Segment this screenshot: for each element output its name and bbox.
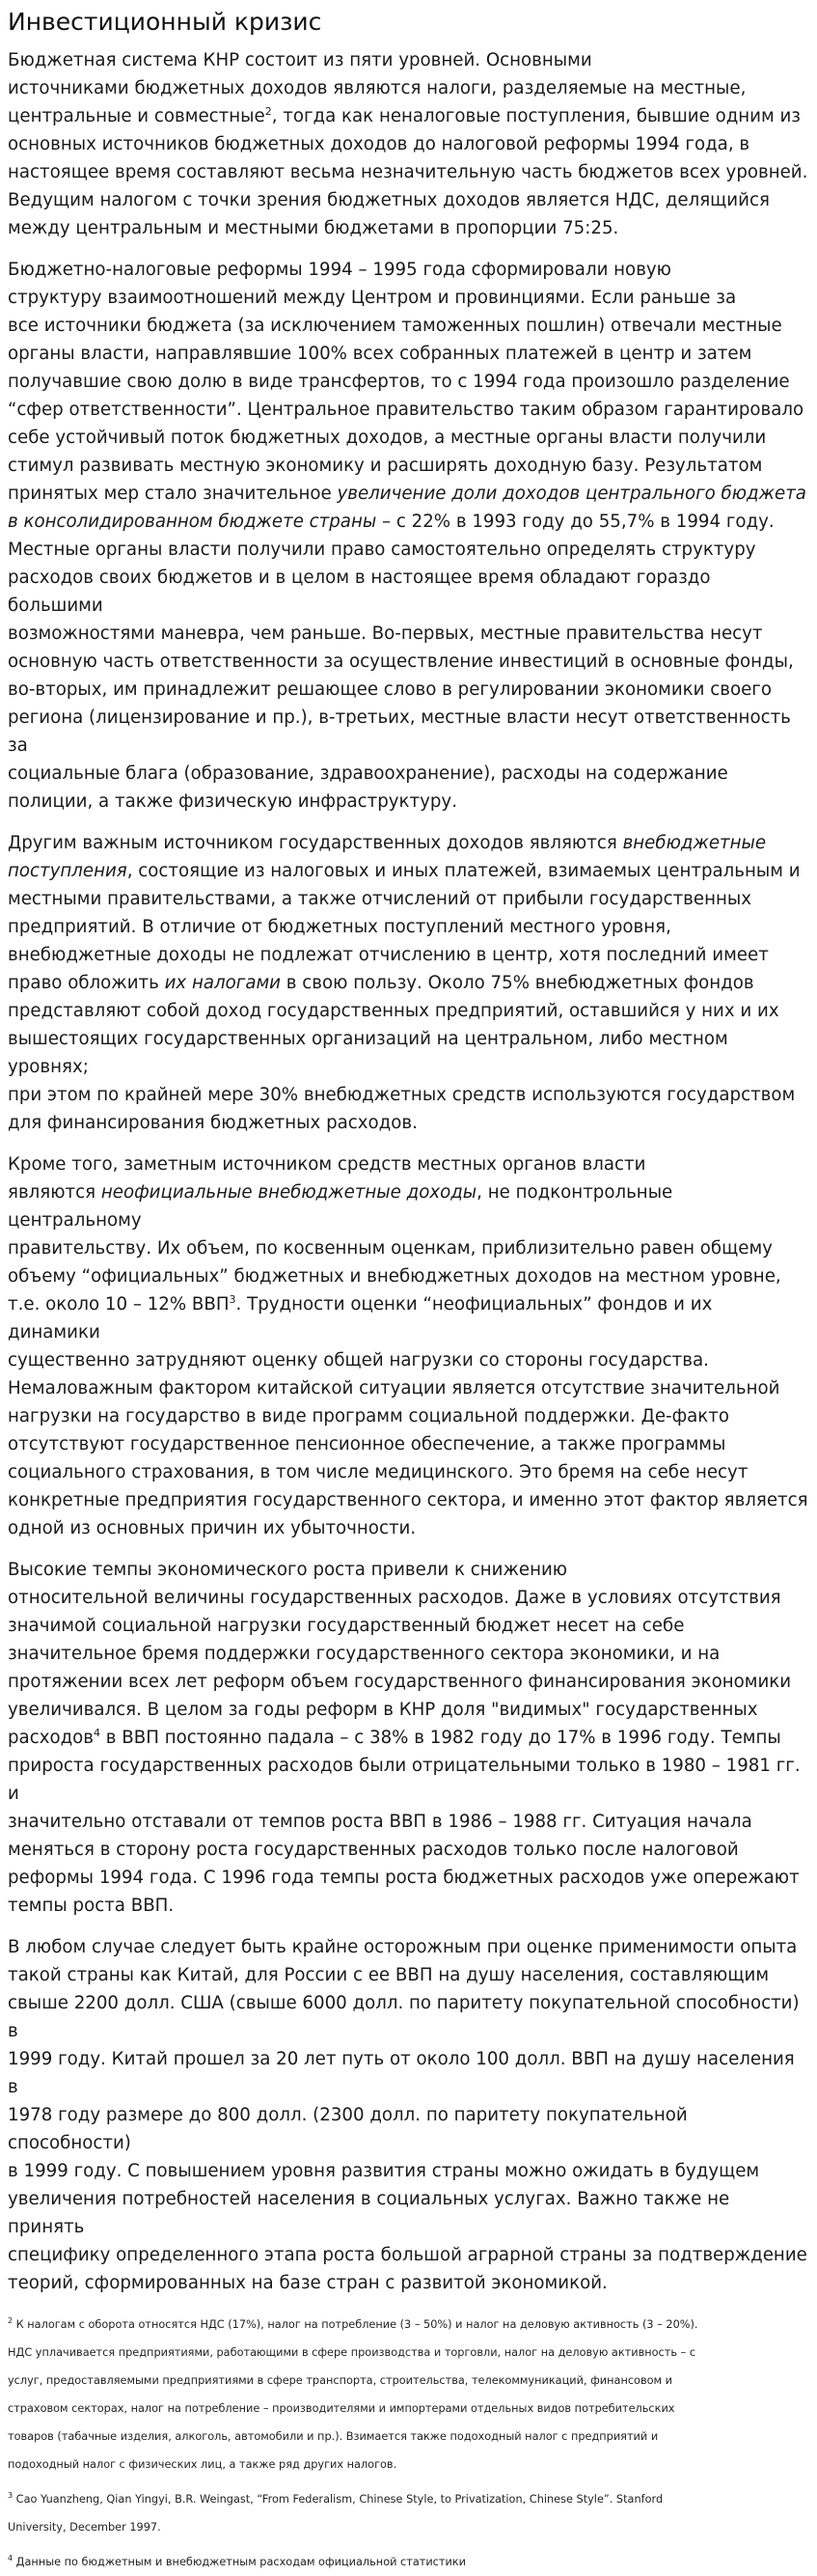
- footnote-ref: 3: [229, 1293, 236, 1306]
- emphasis: внебюджетные поступления: [8, 833, 767, 881]
- text-run: в свою пользу. Около 75% внебюджетных фондов представляют собой доход государственных предприятий, оставшийся у них и их вышестоящих государственных организаций на центральном, либо местном уровнях; при этом по крайней мере 30% внебюджетных средств используются государством для финансирования бюджетных расходов.: [8, 973, 796, 1133]
- article-body: [8, 46, 809, 2297]
- text-run: , тогда как неналоговые поступления, бывшие одним из основных источников бюджетных доходов до налоговой реформы 1994 года, в настоящее время составляют весьма незначительную часть бюджетов всех уровней. Ведущим налогом с точки зрения бюджетных доходов является НДС, делящийся между центральным и местными бюджетами в пропорции 75:25.: [8, 106, 808, 238]
- paragraph: [8, 46, 809, 242]
- text-run: Бюджетно-налоговые реформы 1994 – 1995 года сформировали новую структуру взаимоотношений между Центром и провинциями. Если раньше за все источники бюджета (за исключением таможенных пошлин) отвечали местные органы власти, направлявшие 100% всех собранных платежей в центр и затем получавшие свою долю в виде трансфертов, то с 1994 года произошло разделение “сфер ответственности”. Центральное правительство таким образом гарантировало себе устойчивый поток бюджетных доходов, а местные органы власти получили стимул развивать местную экономику и расширять доходную базу. Результатом принятых мер стало значительное: [8, 260, 804, 504]
- footnote-text: Cao Yuanzheng, Qian Yingyi, B.R. Weingast, “From Federalism, Chinese Style, to Privatization, Chinese Style”. Stanford University, December 1997.: [8, 2493, 664, 2534]
- text-run: В любом случае следует быть крайне осторожным при оценке применимости опыта такой страны как Китай, для России с ее ВВП на душу населения, составляющим свыше 2200 долл. США (свыше 6000 долл. по паритету покупательной способности) в 1999 году. Китай прошел за 20 лет путь от около 100 долл. ВВП на душу населения в 1978 году размере до 800 долл. (2300 долл. по паритету покупательной способности) в 1999 году. С повышением уровня развития страны можно ожидать в будущем увеличения потребностей населения в социальных услугах. Важно также не принять специфику определенного этапа роста большой аграрной страны за подтверждение теорий, сформированных на базе стран с развитой экономикой.: [8, 1937, 807, 2293]
- paragraph: [8, 256, 809, 816]
- text-run: – с 22% в 1993 году до 55,7% в 1994 году. Местные органы власти получили право самостоятельно определять структуру расходов своих бюджетов и в целом в настоящее время обладают гораздо большими возможностями маневра, чем раньше. Во-первых, местные правительства несут основную часть ответственности за осуществление инвестиций в основные фонды, во-вторых, им принадлежит решающее слово в регулировании экономики своего региона (лицензирование и пр.), в-третьих, местные власти несут ответственность за социальные блага (образование, здравоохранение), расходы на содержание полиции, а также физическую инфраструктуру.: [8, 512, 794, 812]
- text-run: в ВВП постоянно падала – с 38% в 1982 году до 17% в 1996 году. Темпы прироста государственных расходов были отрицательными только в 1980 – 1981 гг. и значительно отставали от темпов роста ВВП в 1986 – 1988 гг. Ситуация начала меняться в сторону роста государственных расходов только после налоговой реформы 1994 года. С 1996 года темпы роста бюджетных расходов уже опережают темпы роста ВВП.: [8, 1728, 801, 1916]
- footnote-ref: 2: [264, 105, 272, 118]
- text-run: , не подконтрольные центральному правительству. Их объем, по косвенным оценкам, приблизительно равен общему объему “официальных” бюджетных и внебюджетных доходов на местном уровне, т.е. около 10 – 12% ВВП: [8, 1182, 781, 1315]
- page-title: Инвестиционный кризис: [8, 8, 322, 36]
- footnote-marker: 4: [8, 2554, 14, 2562]
- text-run: Бюджетная система КНР состоит из пяти уровней. Основными источниками бюджетных доходов являются налоги, разделяемые на местные, центральные и совместные: [8, 50, 747, 126]
- text-run: Кроме того, заметным источником средств местных органов власти являются: [8, 1154, 646, 1203]
- text-run: , состоящие из налоговых и иных платежей, взимаемых центральным и местными правительствами, а также отчислений от прибыли государственных предприятий. В отличие от бюджетных поступлений местного уровня, внебюджетные доходы не подлежат отчислению в центр, хотя последний имеет право обложить: [8, 861, 801, 993]
- text-run: . Трудности оценки “неофициальных” фондов и их динамики существенно затрудняют оценку общей нагрузки со стороны государства. Немаловажным фактором китайской ситуации является отсутствие значительной нагрузки на государство в виде программ социальной поддержки. Де-факто отсутствуют государственное пенсионное обеспечение, а также программы социального страхования, в том числе медицинского. Это бремя на себе несут конкретные предприятия государственного сектора, и именно этот фактор является одной из основных причин их убыточности.: [8, 1294, 808, 1538]
- footnote: [8, 2548, 809, 2576]
- footnote-text: Данные по бюджетным и внебюджетным расходам официальной статистики: [13, 2556, 466, 2568]
- emphasis: увеличение доли доходов центрального бюджета в консолидированном бюджете страны: [8, 484, 806, 532]
- text-run: Высокие темпы экономического роста привели к снижению относительной величины государственных расходов. Даже в условиях отсутствия значимой социальной нагрузки государственный бюджет несет на себе значительное бремя поддержки государственного сектора экономики, и на протяжении всех лет реформ объем государственного финансирования экономики увеличивался. В целом за годы реформ в КНР доля "видимых" государственных расходов: [8, 1560, 792, 1748]
- text-run: Другим важным источником государственных доходов являются: [8, 833, 623, 853]
- emphasis: неофициальные внебюджетные доходы: [100, 1182, 477, 1203]
- footnote-ref: 4: [94, 1727, 101, 1739]
- footnotes: [8, 2311, 809, 2576]
- paragraph: [8, 1150, 809, 1542]
- paragraph: [8, 829, 809, 1137]
- paragraph: [8, 1556, 809, 1920]
- footnote-marker: 2: [8, 2316, 14, 2325]
- footnote-marker: 3: [8, 2491, 14, 2500]
- footnote: [8, 2311, 809, 2479]
- footnote-text: К налогам с оборота относятся НДС (17%), налог на потребление (3 – 50%) и налог на деловую активность (3 – 20%). НДС уплачивается предприятиями, работающими в сфере производства и торговли, налог на деловую активность – с услуг, предоставляемыми предприятиями в сфере транспорта, строительства, телекоммуникаций, финансовом и страховом секторах, налог на потребление – производителями и импортерами отдельных видов потребительских товаров (табачные изделия, алкоголь, автомобили и пр.). Взимается также подоходный налог с предприятий и подоходный налог с физических лиц, а также ряд других налогов.: [8, 2318, 698, 2471]
- footnote: [8, 2485, 809, 2541]
- paragraph: [8, 1933, 809, 2297]
- emphasis: их налогами: [164, 973, 282, 993]
